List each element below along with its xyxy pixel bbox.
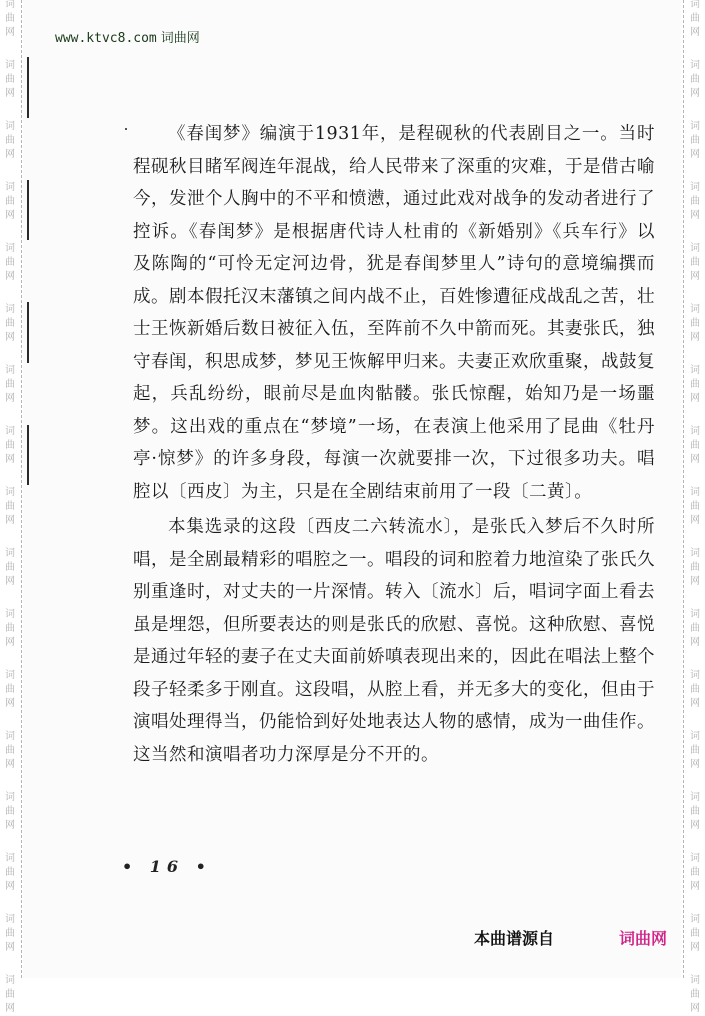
- watermark-char: 网: [690, 210, 700, 221]
- scan-speck: [125, 128, 127, 130]
- watermark-char: 网: [5, 1003, 15, 1014]
- right-margin-divider: [683, 0, 684, 978]
- watermark-group: [685, 608, 705, 650]
- site-name[interactable]: 词曲网: [160, 31, 200, 46]
- watermark-char: 曲: [690, 196, 700, 207]
- watermark-char: 网: [690, 515, 700, 526]
- watermark-group: [685, 974, 705, 1016]
- watermark-char: 网: [690, 1003, 700, 1014]
- watermark-char: 词: [690, 60, 700, 71]
- watermark-group: [0, 608, 20, 650]
- watermark-group: [685, 425, 705, 467]
- watermark-char: 网: [5, 271, 15, 282]
- watermark-group: [0, 486, 20, 528]
- watermark-group: [0, 364, 20, 406]
- watermark-char: 词: [5, 487, 15, 498]
- footer-site-link[interactable]: 词曲网: [619, 929, 668, 948]
- watermark-group: [685, 0, 705, 40]
- watermark-char: 词: [5, 426, 15, 437]
- watermark-char: 词: [5, 792, 15, 803]
- left-margin-divider: [21, 0, 22, 978]
- watermark-char: 曲: [5, 989, 15, 1000]
- watermark-group: [685, 364, 705, 406]
- scan-edge-mark: [27, 425, 29, 485]
- left-watermark-column: [0, 0, 20, 1014]
- watermark-char: 曲: [5, 257, 15, 268]
- watermark-group: [685, 669, 705, 711]
- watermark-char: 曲: [5, 135, 15, 146]
- watermark-char: 曲: [5, 74, 15, 85]
- watermark-char: 曲: [690, 806, 700, 817]
- watermark-char: 网: [5, 393, 15, 404]
- watermark-char: 词: [690, 182, 700, 193]
- watermark-char: 词: [5, 548, 15, 559]
- paragraph-selection: 本集选录的这段〔西皮二六转流水〕，是张氏入梦后不久时所唱，是全剧最精彩的唱腔之一。唱段的词和腔着力地渲染了张氏久别重逢时，对丈夫的一片深情。转入〔流水〕后，唱词字面上看去虽是埋怨，但所要表达的则是张氏的欣慰、喜悦。这种欣慰、喜悦是通过年轻的妻子在丈夫面前娇嗔表现出来的，因此在唱法上整个段子轻柔多于刚直。这段唱，从腔上看，并无多大的变化，但由于演唱处理得当，仍能恰到好处地表达人物的感情，成为一曲佳作。这当然和演唱者功力深厚是分不开的。: [133, 517, 655, 765]
- watermark-char: 曲: [690, 257, 700, 268]
- watermark-char: 网: [5, 820, 15, 831]
- watermark-char: 网: [690, 27, 700, 38]
- watermark-group: [685, 59, 705, 101]
- watermark-char: 网: [690, 454, 700, 465]
- watermark-char: 词: [690, 731, 700, 742]
- watermark-group: [0, 59, 20, 101]
- watermark-char: 网: [5, 454, 15, 465]
- watermark-char: 词: [5, 609, 15, 620]
- watermark-char: 曲: [5, 745, 15, 756]
- watermark-char: 网: [690, 271, 700, 282]
- watermark-char: 词: [690, 0, 700, 10]
- watermark-char: 曲: [5, 318, 15, 329]
- watermark-char: 词: [690, 426, 700, 437]
- watermark-char: 曲: [690, 318, 700, 329]
- watermark-char: 词: [5, 914, 15, 925]
- watermark-group: [685, 303, 705, 345]
- watermark-char: 网: [690, 820, 700, 831]
- watermark-char: 曲: [690, 684, 700, 695]
- watermark-char: 词: [5, 365, 15, 376]
- watermark-char: 词: [5, 975, 15, 986]
- watermark-group: [0, 120, 20, 162]
- watermark-group: [0, 791, 20, 833]
- watermark-char: 曲: [690, 379, 700, 390]
- watermark-char: 词: [690, 304, 700, 315]
- watermark-char: 曲: [690, 135, 700, 146]
- footer-source-label: 本曲谱源自: [474, 929, 555, 948]
- watermark-char: 词: [690, 670, 700, 681]
- watermark-group: [685, 791, 705, 833]
- watermark-char: 网: [5, 88, 15, 99]
- watermark-char: 曲: [690, 989, 700, 1000]
- watermark-char: 网: [690, 576, 700, 587]
- watermark-group: [0, 0, 20, 40]
- watermark-char: 曲: [5, 562, 15, 573]
- watermark-group: [0, 730, 20, 772]
- watermark-group: [0, 425, 20, 467]
- watermark-char: 网: [690, 88, 700, 99]
- watermark-char: 词: [690, 243, 700, 254]
- watermark-char: 曲: [5, 501, 15, 512]
- watermark-char: 词: [690, 365, 700, 376]
- watermark-group: [0, 547, 20, 589]
- watermark-char: 网: [5, 881, 15, 892]
- watermark-char: 曲: [5, 623, 15, 634]
- watermark-char: 曲: [690, 623, 700, 634]
- watermark-char: 网: [690, 393, 700, 404]
- watermark-char: 词: [5, 243, 15, 254]
- watermark-char: 词: [5, 0, 15, 10]
- watermark-char: 曲: [690, 562, 700, 573]
- scan-edge-mark: [27, 57, 29, 118]
- watermark-group: [0, 913, 20, 955]
- watermark-char: 词: [5, 60, 15, 71]
- article-body: [133, 118, 655, 771]
- watermark-char: 词: [690, 487, 700, 498]
- watermark-char: 词: [5, 853, 15, 864]
- site-url[interactable]: www.ktvc8.com: [55, 31, 157, 46]
- watermark-group: [685, 242, 705, 284]
- watermark-group: [685, 913, 705, 955]
- watermark-char: 词: [5, 670, 15, 681]
- watermark-char: 曲: [690, 13, 700, 24]
- watermark-group: [685, 486, 705, 528]
- watermark-char: 网: [5, 515, 15, 526]
- watermark-char: 网: [5, 942, 15, 953]
- watermark-char: 网: [5, 698, 15, 709]
- watermark-char: 词: [690, 548, 700, 559]
- watermark-char: 曲: [5, 928, 15, 939]
- watermark-char: 曲: [5, 196, 15, 207]
- watermark-char: 网: [5, 210, 15, 221]
- watermark-char: 网: [5, 149, 15, 160]
- watermark-char: 曲: [5, 13, 15, 24]
- watermark-char: 曲: [690, 867, 700, 878]
- scan-edge-mark: [27, 302, 29, 363]
- watermark-char: 曲: [690, 501, 700, 512]
- watermark-char: 词: [690, 914, 700, 925]
- watermark-char: 曲: [690, 440, 700, 451]
- watermark-char: 词: [5, 731, 15, 742]
- watermark-char: 网: [690, 332, 700, 343]
- watermark-char: 网: [690, 881, 700, 892]
- watermark-char: 词: [5, 121, 15, 132]
- watermark-char: 网: [690, 149, 700, 160]
- watermark-char: 曲: [5, 440, 15, 451]
- watermark-char: 网: [690, 637, 700, 648]
- watermark-char: 网: [690, 942, 700, 953]
- watermark-char: 词: [690, 975, 700, 986]
- watermark-group: [685, 120, 705, 162]
- watermark-group: [685, 730, 705, 772]
- watermark-char: 词: [690, 792, 700, 803]
- watermark-char: 网: [5, 576, 15, 587]
- watermark-char: 曲: [5, 806, 15, 817]
- watermark-group: [685, 547, 705, 589]
- watermark-char: 曲: [690, 74, 700, 85]
- watermark-group: [685, 852, 705, 894]
- scan-edge-mark: [27, 180, 29, 240]
- watermark-char: 网: [5, 637, 15, 648]
- watermark-char: 曲: [5, 379, 15, 390]
- watermark-group: [0, 181, 20, 223]
- watermark-char: 曲: [5, 867, 15, 878]
- watermark-char: 曲: [5, 684, 15, 695]
- watermark-char: 网: [5, 332, 15, 343]
- watermark-char: 曲: [690, 745, 700, 756]
- watermark-char: 词: [690, 853, 700, 864]
- right-watermark-column: [685, 0, 705, 1014]
- watermark-group: [0, 669, 20, 711]
- watermark-char: 曲: [690, 928, 700, 939]
- watermark-char: 词: [5, 182, 15, 193]
- paragraph-intro: 《春闺梦》编演于1931年，是程砚秋的代表剧目之一。当时程砚秋目睹军阀连年混战，给人民带来了深重的灾难，于是借古喻今，发泄个人胸中的不平和愤懑，通过此戏对战争的发动者进行了控诉。《春闺梦》是根据唐代诗人杜甫的《新婚别》《兵车行》以及陈陶的“可怜无定河边骨，犹是春闺梦里人”诗句的意境编撰而成。剧本假托汉末藩镇之间内战不止，百姓惨遭征戍战乱之苦，壮士王恢新婚后数日被征入伍，至阵前不久中箭而死。其妻张氏，独守春闺，积思成梦，梦见王恢解甲归来。夫妻正欢欣重聚，战鼓复起，兵乱纷纷，眼前尽是血肉骷髅。张氏惊醒，始知乃是一场噩梦。这出戏的重点在“梦境”一场，在表演上他采用了昆曲《牡丹亭·惊梦》的许多身段，每演一次就要排一次，下过很多功夫。唱腔以〔西皮〕为主，只是在全剧结束前用了一段〔二黄〕。: [133, 124, 655, 502]
- watermark-group: [0, 974, 20, 1016]
- page-number: • 16 •: [122, 857, 212, 876]
- watermark-group: [0, 303, 20, 345]
- watermark-char: 网: [690, 759, 700, 770]
- watermark-char: 网: [5, 27, 15, 38]
- site-header-link[interactable]: [55, 27, 200, 46]
- watermark-char: 词: [5, 304, 15, 315]
- watermark-group: [0, 852, 20, 894]
- watermark-char: 词: [690, 121, 700, 132]
- watermark-char: 词: [690, 609, 700, 620]
- watermark-char: 网: [5, 759, 15, 770]
- watermark-group: [0, 242, 20, 284]
- watermark-group: [685, 181, 705, 223]
- watermark-char: 网: [690, 698, 700, 709]
